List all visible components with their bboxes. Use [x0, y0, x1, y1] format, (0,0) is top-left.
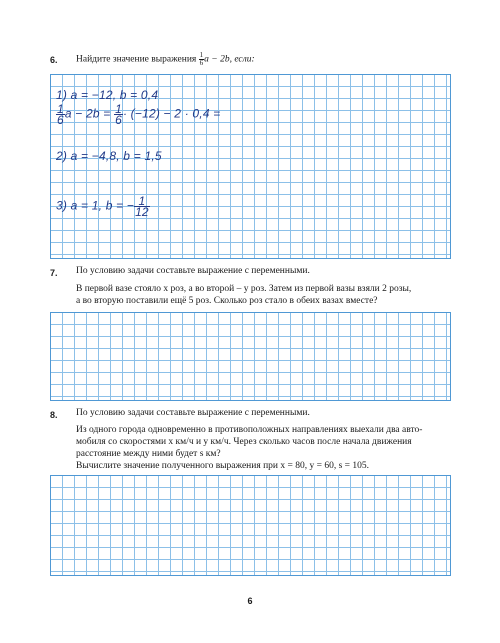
task-8-text-line-1: Из одного города одновременно в противоположных направлениях выехали два авто-	[76, 425, 423, 435]
task-6-hw-fraction-1: $\frac{1}{6}$	[57, 102, 64, 127]
task-7-text-line-2: а во вторую поставили ещё 5 роз. Сколько роз стало в обеих вазах вместе?	[76, 296, 378, 306]
task-7-number: 7.	[50, 268, 58, 278]
task-8-grid	[50, 475, 451, 576]
task-8-text-line-3: расстояние между ними будет s км?	[76, 449, 221, 459]
task-7-text-line-1: В первой вазе стояло x роз, а во второй – y роз. Затем из первой вазы взяли 2 розы,	[76, 284, 412, 294]
task-6-hw-expression: a − 2b =	[64, 106, 115, 121]
task-6-hw-line-3: 2) a = −4,8, b = 1,5	[56, 149, 162, 163]
task-6-prompt-expression: a − 2b, если:	[204, 54, 255, 65]
task-6-prompt-text: Найдите значение выражения	[76, 54, 199, 65]
task-6-prompt	[76, 52, 255, 67]
task-6-hw-line-4	[56, 196, 150, 217]
task-6-hw-line-1: 1) a = −12, b = 0,4	[56, 88, 159, 102]
page-number: 6	[247, 596, 253, 606]
task-6-number: 6.	[50, 55, 58, 65]
task-6-hw-line-2	[56, 104, 220, 125]
task-8-text-line-4: Вычислите значение полученного выражения при x = 80, y = 60, s = 105.	[76, 461, 370, 471]
task-6-hw-fraction-3: $\frac{1}{12}$	[135, 194, 149, 219]
task-6-hw-fraction-2: $\frac{1}{6}$	[115, 102, 122, 127]
task-8-number: 8.	[50, 410, 58, 420]
task-7-heading: По условию задачи составьте выражение с переменными.	[76, 266, 310, 276]
task-6-prompt-fraction: $\frac{1}{6}$	[199, 51, 204, 67]
task-7-grid	[50, 312, 451, 401]
task-6-hw-line-4-text: 3) a = 1, b = −	[56, 198, 135, 213]
task-8-text-line-2: мобиля со скоростями x км/ч и y км/ч. Через сколько часов после начала движения	[76, 437, 412, 447]
task-8-heading: По условию задачи составьте выражение с переменными.	[76, 408, 310, 418]
task-6-hw-calculation: · (−12) − 2 · 0,4 =	[122, 106, 221, 121]
